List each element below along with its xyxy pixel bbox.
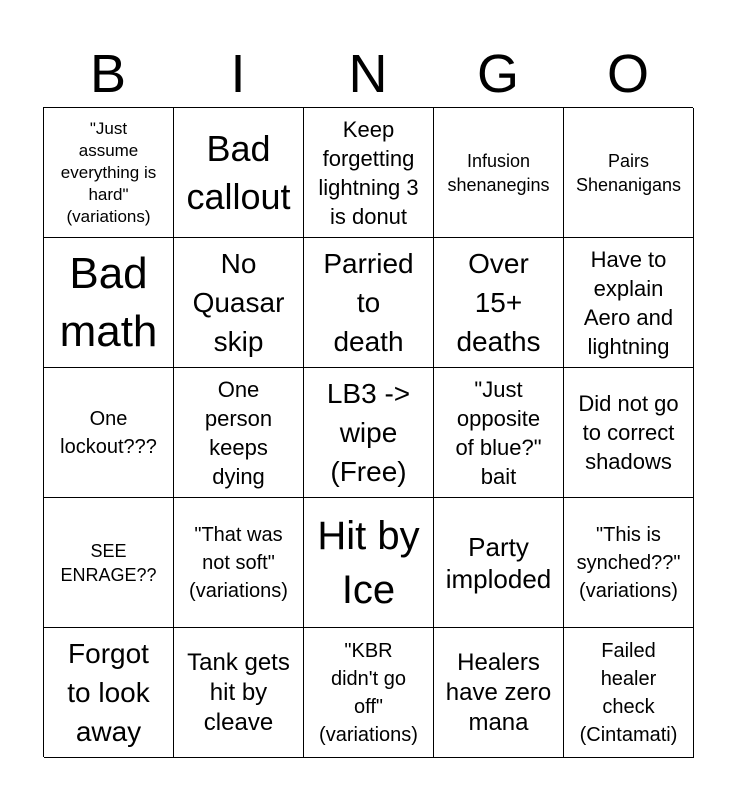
bingo-cell[interactable] [44,628,174,758]
bingo-cell[interactable] [174,238,304,368]
bingo-cell[interactable] [174,108,304,238]
header-letter-n: N [348,44,388,104]
cell-text: SEE ENRAGE?? [60,540,157,585]
cell-text: "Just assume everything is hard" (variations) [60,118,157,226]
bingo-cell[interactable] [174,368,304,498]
bingo-cell[interactable] [434,238,564,368]
cell-text: One person keeps dying [204,376,273,489]
bingo-cell[interactable] [44,498,174,628]
bingo-cell[interactable] [564,368,694,498]
bingo-cell[interactable] [304,498,434,628]
cell-text: Forgot to look away [67,638,150,747]
cell-text: Parried to death [323,248,414,357]
bingo-cell[interactable] [564,238,694,368]
cell-text: "That was not soft" (variations) [189,523,288,602]
bingo-cell[interactable] [564,628,694,758]
cell-text: No Quasar skip [192,248,285,357]
cell-text: Hit by Ice [317,513,420,612]
header-letter-i: I [230,44,246,104]
bingo-cell[interactable] [174,498,304,628]
cell-text: "Just opposite of blue?" bait [455,376,542,489]
cell-text: "This is synched??" (variations) [576,523,681,602]
bingo-cell[interactable] [564,108,694,238]
cell-text: Bad callout [186,127,291,217]
cell-text: Tank gets hit by cleave [187,648,290,736]
cell-text: Infusion shenanegins [447,150,550,195]
bingo-cell[interactable] [174,628,304,758]
bingo-cell[interactable] [44,368,174,498]
cell-text: Healers have zero mana [445,648,552,736]
header-letter-b: B [89,44,127,104]
bingo-cell[interactable] [304,628,434,758]
bingo-cell[interactable] [564,498,694,628]
header-letter-o: O [606,44,649,104]
cell-text: Pairs Shenanigans [575,150,682,195]
bingo-cell[interactable] [434,498,564,628]
bingo-cell[interactable] [44,238,174,368]
bingo-cell[interactable] [304,238,434,368]
cell-text: Over 15+ deaths [456,248,541,357]
bingo-cell[interactable] [304,368,434,498]
cell-text: Party imploded [445,531,552,594]
bingo-cell[interactable] [434,368,564,498]
bingo-cell[interactable] [304,108,434,238]
bingo-header [43,40,693,108]
bingo-board [43,107,693,757]
bingo-cell[interactable] [434,628,564,758]
cell-text: Bad math [59,248,158,356]
cell-text: LB3 -> wipe (Free) [326,378,411,487]
cell-text: Have to explain Aero and lightning [583,246,674,359]
header-letter-g: G [476,44,519,104]
bingo-cell[interactable] [44,108,174,238]
cell-text: One lockout??? [60,407,157,458]
cell-text: Did not go to correct shadows [578,391,679,474]
cell-text: Keep forgetting lightning 3 is donut [318,116,419,229]
bingo-cell[interactable] [434,108,564,238]
cell-text: "KBR didn't go off" (variations) [319,639,418,746]
cell-text: Failed healer check (Cintamati) [579,639,678,746]
